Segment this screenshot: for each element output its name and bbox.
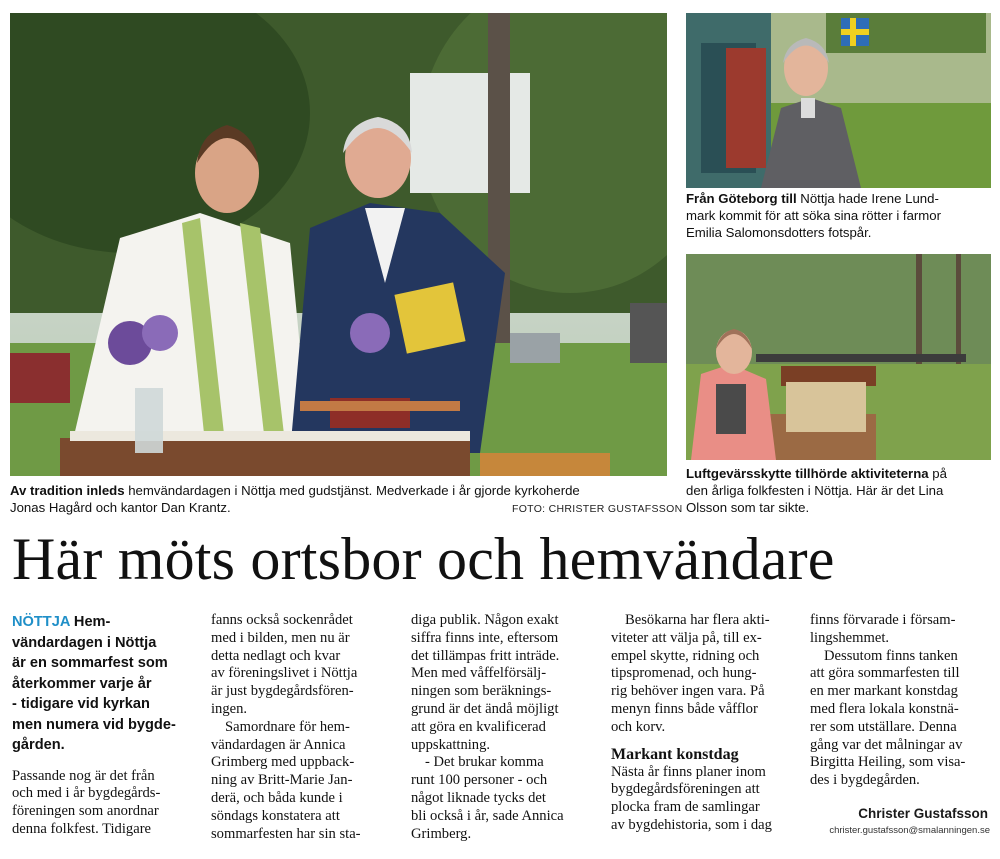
body-line: att göra sommarfesten till [810, 665, 960, 682]
body-line: fanns också sockenrådet [211, 612, 353, 628]
subheading: Markant konstdag [611, 745, 739, 763]
body-line: detta nedlagt och kvar [211, 647, 341, 664]
body-line: Grimberg med uppback- [211, 754, 355, 771]
article-column-5 [810, 612, 995, 790]
body-line: ingen. [211, 700, 248, 717]
body-line: bygdegårdsföreningen att [611, 781, 760, 798]
headline: Här möts ortsbor och hemvändare [12, 526, 835, 592]
body-line: med i bilden, men nu är [211, 629, 350, 646]
lead-line: återkommer varje år [12, 675, 152, 692]
main-photo [10, 13, 667, 476]
side-photo-2-caption [686, 465, 996, 516]
author-byline: Christer Gustafsson [858, 806, 988, 821]
body-line: siffra finns inte, eftersom [411, 629, 559, 646]
body-line: att göra en kvalificerad [411, 718, 546, 735]
body-line: Birgitta Heiling, som visa- [810, 754, 966, 771]
body-line: rer som utställare. Denna [810, 718, 957, 735]
article-column-4 [611, 612, 796, 835]
article-column-2 [211, 612, 396, 843]
photo-credit: FOTO: CHRISTER GUSTAFSSON [512, 503, 683, 515]
body-line: av föreningslivet i Nöttja [211, 665, 358, 682]
body-line: söndags konstatera att [211, 807, 340, 824]
author-email[interactable]: christer.gustafsson@smalanningen.se [829, 825, 990, 836]
side-photo-1 [686, 13, 991, 188]
dateline-location: NÖTTJA [12, 614, 70, 630]
caption-text: hemvändardagen i Nöttja med gudstjänst. Medverkade i år gjorde kyrkoherde [124, 483, 580, 498]
body-line: är just bygdegårdsfören- [211, 683, 354, 700]
body-line: med flera lokala konstnä- [810, 700, 959, 717]
body-line: finns förvarade i försam- [810, 612, 956, 628]
body-line: tipspromenad, och hung- [611, 665, 757, 682]
body-line: menyn finns både våfflor [611, 700, 758, 717]
caption-text-line3: Emilia Salomonsdotters fotspår. [686, 225, 872, 240]
caption-text: Nöttja hade Irene Lund- [796, 191, 939, 206]
caption-lead: Från Göteborg till [686, 191, 797, 206]
side-photo-1-caption [686, 190, 996, 241]
caption-text-line2: mark kommit för att söka sina rötter i farmor [686, 208, 942, 223]
caption-text-line2: Jonas Hagård och kantor Dan Krantz. [10, 500, 231, 515]
body-line: derä, och båda kunde i [211, 789, 343, 806]
body-line: uppskattning. [411, 736, 491, 753]
body-line: något liknade tycks det [411, 789, 546, 806]
body-line: det tillämpas fritt inträde. [411, 647, 560, 664]
body-line: vändardagen är Annica [211, 736, 346, 753]
body-line: plocka fram de samlingar [611, 799, 760, 816]
article-column-1 [12, 612, 192, 839]
lead-line: vändardagen i Nöttja [12, 634, 157, 651]
body-line: Samordnare för hem- [225, 718, 350, 735]
body-line: Nästa år finns planer inom [611, 763, 766, 780]
caption-text-line2: den årliga folkfesten i Nöttja. Här är det Lina [686, 483, 944, 498]
lead-line: men numera vid bygde- [12, 716, 176, 733]
body-line: en mer markant konstdag [810, 683, 958, 700]
side-photo-2 [686, 254, 991, 460]
body-line: bli också i år, sade Annica [411, 807, 564, 824]
body-line: empel skytte, ridning och [611, 647, 760, 664]
lead-line: Hem- [69, 614, 111, 630]
body-line: sommarfesten har sin sta- [211, 825, 361, 842]
body-line: des i bygdegården. [810, 772, 920, 789]
lead-line: är en sommarfest som [12, 655, 168, 671]
caption-lead: Av tradition inleds [10, 483, 125, 498]
body-line: föreningen som anordnar [12, 803, 159, 820]
lead-line: gården. [12, 737, 65, 753]
article-lead [12, 612, 192, 756]
caption-text-line3: Olsson som tar sikte. [686, 500, 810, 515]
body-line: ningen som beräknings- [411, 683, 552, 700]
body-line: och korv. [611, 718, 666, 735]
body-line: Grimberg. [411, 825, 472, 842]
body-line: denna folkfest. Tidigare [12, 820, 152, 837]
body-line: Dessutom finns tanken [824, 647, 958, 664]
body-line: - Det brukar komma [425, 754, 544, 771]
body-line: viteter att välja på, till ex- [611, 629, 762, 646]
caption-text: på [928, 466, 947, 481]
body-line: gång var det målningar av [810, 736, 963, 753]
body-line: Men med våffelförsälj- [411, 665, 547, 682]
lead-line: - tidigare vid kyrkan [12, 696, 150, 712]
body-line: Passande nog är det från [12, 767, 155, 784]
body-line: av bygdehistoria, som i dag [611, 816, 772, 833]
body-line: grund är det ändå möjligt [411, 700, 559, 717]
article-column-3 [411, 612, 596, 843]
body-line: runt 100 personer - och [411, 772, 548, 789]
body-line: rig behöver ingen vara. På [611, 683, 765, 700]
body-line: diga publik. Någon exakt [411, 612, 559, 628]
body-paragraph [12, 768, 192, 839]
body-line: Besökarna har flera akti- [625, 612, 770, 628]
body-line: ning av Britt-Marie Jan- [211, 772, 353, 789]
body-line: och med i år bygdegårds- [12, 785, 161, 802]
caption-lead: Luftgevärsskytte tillhörde aktiviteterna [686, 466, 929, 481]
body-line: lingshemmet. [810, 629, 890, 646]
